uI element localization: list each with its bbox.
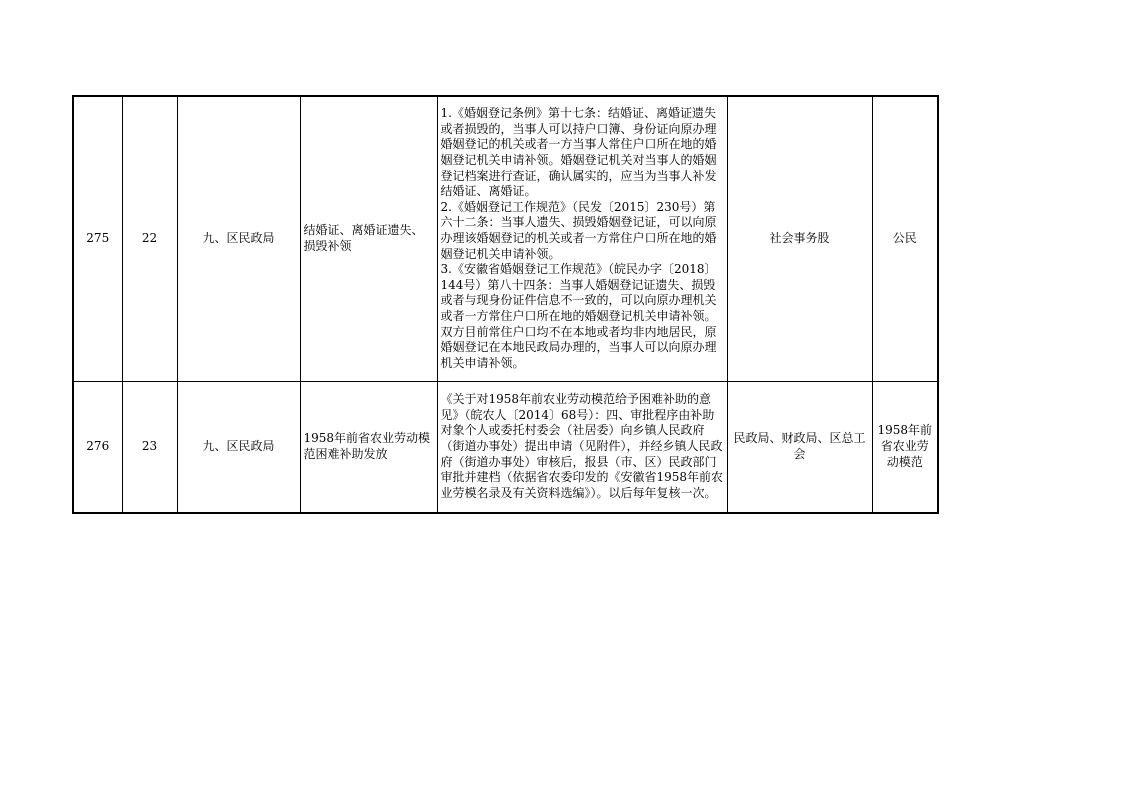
legal-basis-paragraph: 《关于对1958年前农业劳动模范给予困难补助的意见》（皖农人〔2014〕68号）：四、审批程序由补助对象个人或委托村委会（社居委）向乡镇人民政府（街道办事处）提出申请（见附件），并经乡镇人民政府（街道办事处）审核后，报县（市、区）民政部门审批并建档（依据省农委印发的《安徽省1958年前农业劳模名录及有关资料选编》）。以后每年复核一次。 (440, 392, 724, 500)
sub-seq-cell: 22 (122, 96, 177, 381)
department-cell: 九、区民政局 (177, 381, 300, 513)
item-name-cell: 结婚证、离婚证遗失、损毁补领 (300, 96, 437, 381)
table-row (73, 381, 938, 513)
sub-seq-cell: 23 (122, 381, 177, 513)
target-cell: 1958年前省农业劳动模范 (872, 381, 938, 513)
seq-cell: 275 (73, 96, 122, 381)
responsible-unit-cell: 社会事务股 (727, 96, 872, 381)
legal-basis-paragraph: 3.《安徽省婚姻登记工作规范》（皖民办字〔2018〕144号）第八十四条：当事人婚姻登记证遗失、损毁或者与现身份证件信息不一致的，可以向原办理机关或者一方常住户口所在地的婚姻登记机关申请补领。双方目前常住户口均不在本地或者均非内地居民，原婚姻登记在本地民政局办理的，当事人可以向原办理机关申请补领。 (440, 262, 717, 370)
responsible-unit-cell: 民政局、财政局、区总工会 (727, 381, 872, 513)
legal-basis-paragraph: 1.《婚姻登记条例》第十七条：结婚证、离婚证遗失或者损毁的，当事人可以持户口簿、身份证向原办理婚姻登记的机关或者一方当事人常住户口所在地的婚姻登记机关申请补领。婚姻登记机关对当事人的婚姻登记档案进行查证，确认属实的，应当为当事人补发结婚证、离婚证。 (440, 106, 717, 199)
target-cell: 公民 (872, 96, 938, 381)
legal-basis-paragraph: 2.《婚姻登记工作规范》（民发〔2015〕230号）第六十二条：当事人遗失、损毁婚姻登记证，可以向原办理该婚姻登记的机关或者一方常住户口所在地的婚姻登记机关申请补领。 (440, 199, 717, 261)
department-cell: 九、区民政局 (177, 96, 300, 381)
legal-basis-cell (437, 96, 727, 381)
table-row (73, 96, 938, 381)
seq-cell: 276 (73, 381, 122, 513)
power-list-table (72, 95, 939, 514)
legal-basis-cell (437, 381, 727, 513)
item-name-cell: 1958年前省农业劳动模范困难补助发放 (300, 381, 437, 513)
